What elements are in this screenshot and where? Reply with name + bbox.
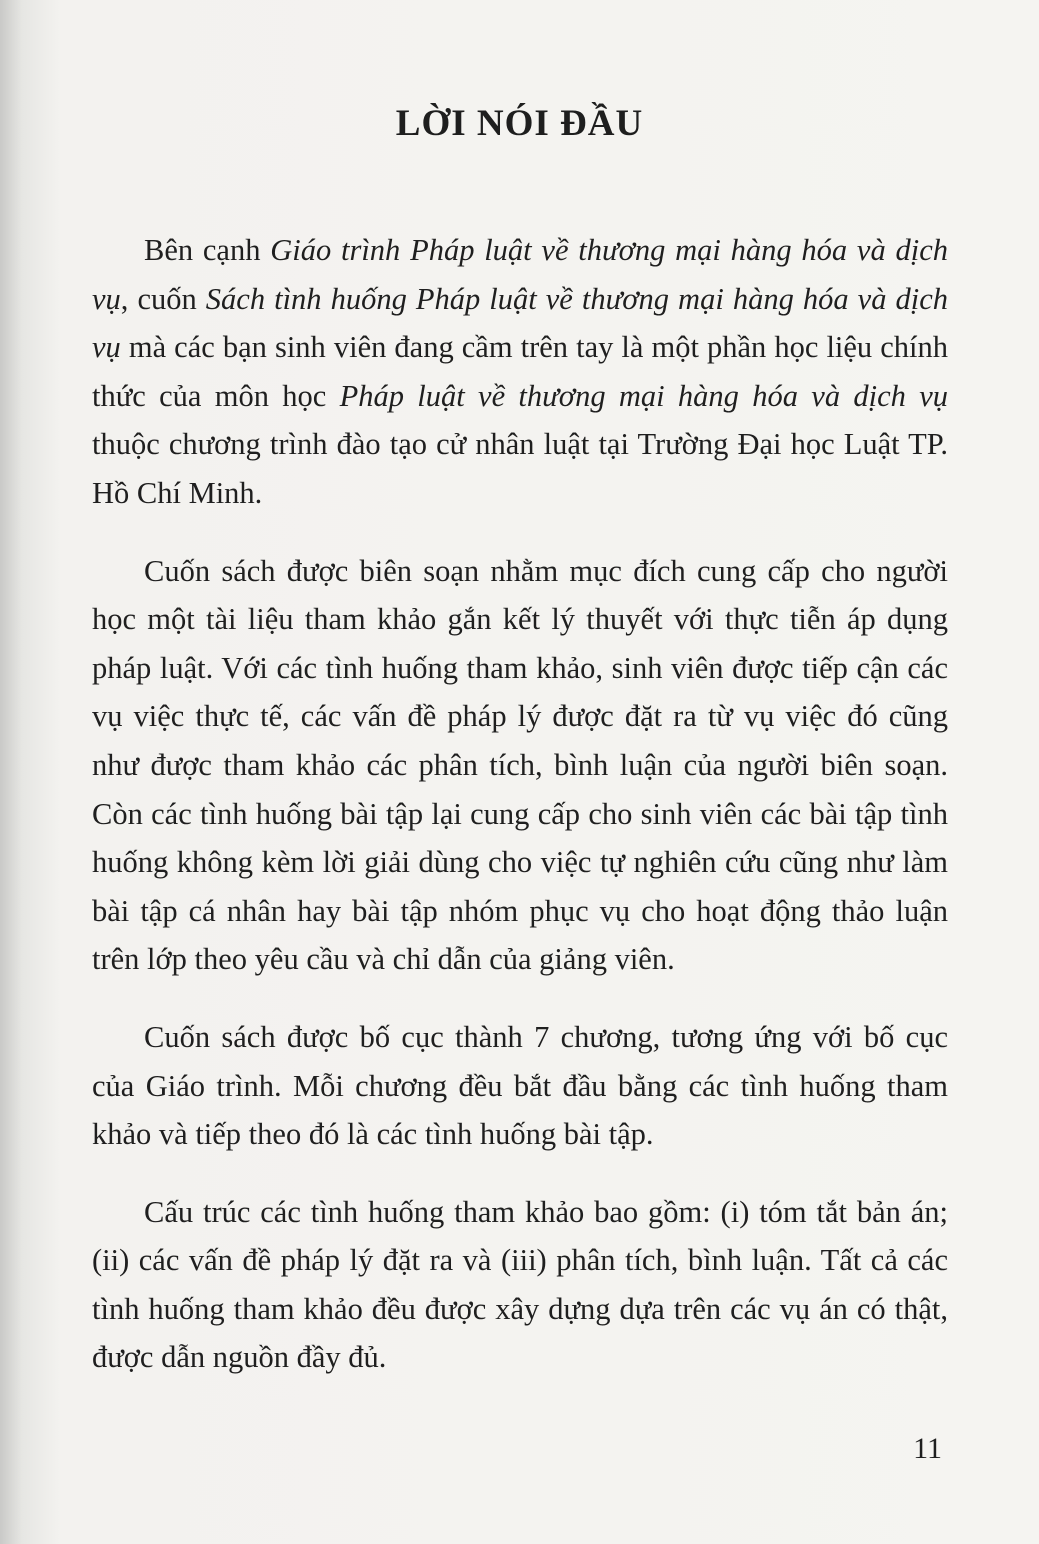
text-segment-italic: Pháp luật về thương mại hàng hóa và dịch vụ [339,378,948,413]
text-segment: , cuốn [120,281,206,316]
text-segment: Bên cạnh [144,233,271,267]
text-segment: thuộc chương trình đào tạo cử nhân luật tại Trường Đại học Luật TP. Hồ Chí Minh. [92,427,948,510]
text-segment-italic: Giáo trình Pháp luật về thương mại hàng hóa và dịch vụ [92,233,948,316]
page-number: 11 [913,1432,942,1465]
text-segment: Cấu trúc các tình huống tham khảo bao gồm: (i) tóm tắt bản án; (ii) các vấn đề pháp lý đặt ra và (iii) phân tích, bình luận. Tất cả các tình huống tham khảo đều được xây dựng dựa trên các vụ án có thật, được dẫn nguồn đầy đủ. [92,1194,948,1375]
body-text [92,226,948,1382]
text-segment: Cuốn sách được biên soạn nhằm mục đích cung cấp cho người học một tài liệu tham khảo gắn kết lý thuyết với thực tiễn áp dụng pháp luật. Với các tình huống tham khảo, sinh viên được tiếp cận các vụ việc thực tế, các vấn đề pháp lý được đặt ra từ vụ việc đó cũng như được tham khảo các phân tích, bình luận của người biên soạn. Còn các tình huống bài tập lại cung cấp cho sinh viên các bài tập tình huống không kèm lời giải dùng cho việc tự nghiên cứu cũng như làm bài tập cá nhân hay bài tập nhóm phục vụ cho hoạt động thảo luận trên lớp theo yêu cầu và chỉ dẫn của giảng viên. [92,553,948,977]
text-segment: mà các bạn sinh viên đang cầm trên tay là một phần học liệu chính thức của môn học [92,330,948,413]
text-segment-italic: Sách tình huống Pháp luật về thương mại hàng hóa và dịch vụ [92,281,948,365]
page-heading: LỜI NÓI ĐẦU [395,103,644,144]
paragraph-4 [92,1188,948,1382]
paragraph-2 [92,547,948,984]
paragraph-1 [92,226,948,518]
text-segment: Cuốn sách được bố cục thành 7 chương, tương ứng với bố cục của Giáo trình. Mỗi chương đều bắt đầu bằng các tình huống tham khảo và tiếp theo đó là các tình huống bài tập. [92,1019,948,1152]
paragraph-3 [92,1013,948,1159]
